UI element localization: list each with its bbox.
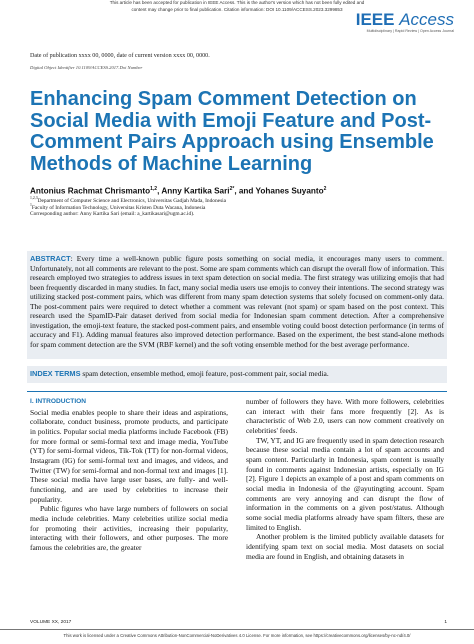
body-left-column bbox=[30, 397, 228, 553]
author-3: Yohanes Suyanto bbox=[255, 186, 324, 196]
affiliation-1-sup: 1,2,3 bbox=[30, 196, 38, 200]
volume-line: VOLUME XX, 2017 bbox=[30, 620, 72, 625]
journal-logo bbox=[344, 11, 454, 33]
author-3-sup: 2 bbox=[323, 186, 327, 192]
logo-ieee: IEEE bbox=[355, 10, 395, 29]
acceptance-note-line-1: This article has been accepted for publication in IEEE Access. This is the author's version which has not been fully edited and bbox=[109, 0, 365, 5]
publication-date: Date of publication xxxx 00, 0000, date of current version xxxx 00, 0000. bbox=[30, 53, 210, 59]
logo-access: Access bbox=[399, 10, 454, 29]
index-terms bbox=[30, 369, 329, 379]
corresponding-author: Corresponding author: Anny Kartika Sari (email: a_kartikasari@ugm.ac.id). bbox=[30, 211, 195, 217]
right-paragraph-1: number of followers they have. With more followers, celebrities can interact with their fans more frequently [2]. As is characteristic of Web 2.0, users can now comment creatively on celebrities' feeds. bbox=[246, 397, 444, 435]
index-terms-body: spam detection, ensemble method, emoji feature, post-comment pair, social media. bbox=[80, 369, 329, 378]
right-paragraph-2: TW, YT, and IG are frequently used in spam detection research because these social media contain a lot of spam accounts and spam content. Particularly in Indonesia, spam content is usually found in comments against Indonesian artists, especially on IG [2]. Figure 1 depicts an example of a post and spam comments on social media in Indonesia of the @ayutingting account. Spam comments are very annoying and can disrupt the flow of information in the comments on a given post/status. Although some social media platforms already have spam filters, these are limited to English. bbox=[246, 435, 444, 532]
section-divider bbox=[27, 391, 447, 392]
author-2: Anny Kartika Sari bbox=[161, 186, 230, 196]
author-1: Antonius Rachmat Chrismanto bbox=[30, 186, 151, 196]
body-right-column bbox=[246, 397, 444, 561]
license-notice: This work is licensed under a Creative Commons Attribution-NonCommercial-NoDerivatives 4.0 License. For more information, see https://creativecommons.org/licenses/by-nc-nd/4.0/ bbox=[63, 633, 411, 638]
author-1-sup: 1,2 bbox=[150, 186, 158, 192]
abstract bbox=[30, 254, 444, 349]
author-sep-1: , bbox=[157, 186, 162, 196]
abstract-label: ABSTRACT bbox=[30, 254, 71, 263]
doi-line: Digital Object Identifier 10.1109/ACCESS.2017.Doi Number bbox=[30, 65, 143, 70]
left-paragraph-2: Public figures who have large numbers of followers on social media include celebrities. Many celebrities utilize social media for promoting their activities, increasing their popularity, interacting with their followers, and other purposes. The more famous the celebrities are, the greater bbox=[30, 504, 228, 552]
author-2-sup: 2* bbox=[229, 186, 235, 192]
paper-title: Enhancing Spam Comment Detection on Social Media with Emoji Feature and Post-Comment Pairs Approach using Ensemble Methods of Machine Learning bbox=[30, 88, 434, 175]
abstract-body: : Every time a well-known public figure posts something on social media, it encourages many users to comment. Unfortunately, not all comments are relevant to the post. Some are spam comments which can disrupt the overall flow of information. This research employed two strategies to address issues in text spam detection on social media. The first strategy was utilizing emojis that had been frequently discarded in many studies. In fact, many social media users use emojis to convey their intentions. The second strategy was utilizing stacked post-comment pairs, which was different from many spam detection systems that solely focused on comment-only data. The post-comment pairs were required to detect whether a comment was relevant (not spam) or spam based on the post context. This research used the SpamID-Pair dataset derived from social media for Indonesian spam comment detection. After a comprehensive investigation, the emoji-text feature, the stacked post-comment pairs, and ensemble voting could boost detection performance (in terms of accuracy and F1). Adding manual features also improved detection performance. Based on the experiment, the best stand-alone methods for spam comment detection are the SVM (RBF kernel) and the soft voting ensemble method for the best average performance. bbox=[30, 254, 444, 349]
affiliation-1-text: Department of Computer Science and Electronics, Universitas Gadjah Mada, Indonesia bbox=[37, 197, 227, 204]
right-paragraph-3: Another problem is the limited publicly available datasets for identifying spam text on social media. Most datasets on social media are found in English, and obtaining datasets in bbox=[246, 532, 444, 561]
affiliation-2-sup: 1 bbox=[30, 203, 32, 207]
footer-divider bbox=[0, 629, 474, 630]
acceptance-note-line-2: content may change prior to final publication. Citation information: DOI 10.1109/ACCESS.2023.3299853 bbox=[131, 7, 343, 12]
logo-tagline: Multidisciplinary | Rapid Review | Open Access Journal bbox=[366, 29, 454, 33]
section-heading-introduction: I. INTRODUCTION bbox=[30, 398, 87, 405]
page-number: 1 bbox=[444, 620, 447, 625]
left-paragraph-1: Social media enables people to share their ideas and aspirations, collaborate, conduct business, promote products, and participate in politics. Popular social media platforms include Facebook (FB) for more formal or semi-formal text and image media, YouTube (YT) for semi-formal videos, Tik-Tok (TT) for non-formal videos, Instagram (IG) for semi-formal text and images, and videos, and Twitter (TW) for semi-formal and non-formal text and images [1]. These social media have large user bases, are fully- and well-functioning, and are used by celebrities to increase their popularity. bbox=[30, 407, 228, 504]
affiliation-2-text: Faculty of Information Technology, Universitas Kristen Duta Wacana, Indonesia bbox=[31, 204, 206, 211]
index-terms-label: INDEX TERMS bbox=[30, 369, 81, 378]
author-sep-2: , and bbox=[234, 186, 256, 196]
